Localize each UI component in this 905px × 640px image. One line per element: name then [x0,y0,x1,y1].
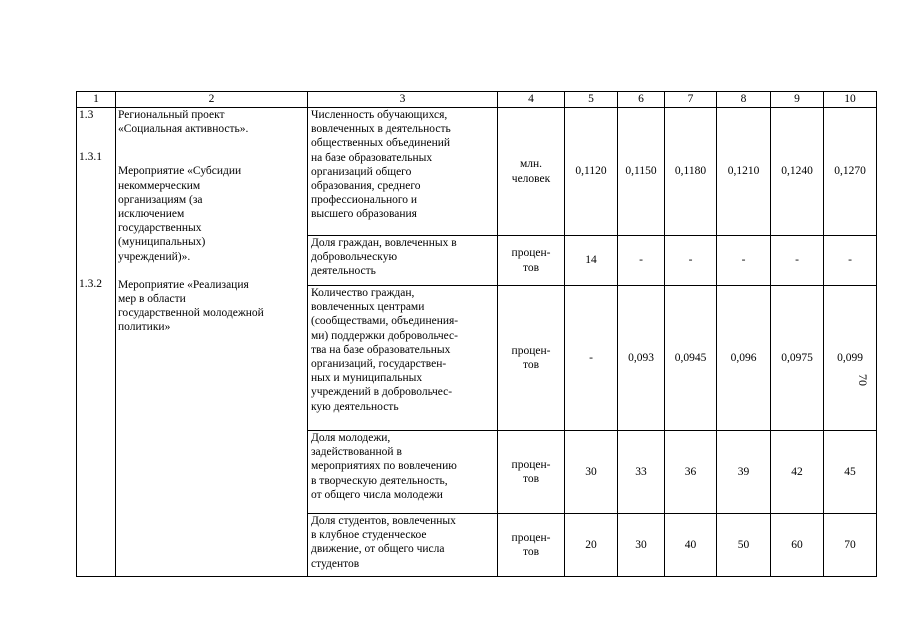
value-cell: 36 [665,431,717,514]
header-cell: 10 [824,92,877,108]
value-cell: - [824,236,877,286]
value-cell: 20 [565,514,618,577]
value-cell: - [565,286,618,431]
unit-cell: процен- тов [498,236,565,286]
header-cell: 2 [116,92,308,108]
item-number: 1.3 [79,109,94,121]
header-cell: 9 [771,92,824,108]
value-cell: 0,0945 [665,286,717,431]
measure-youth-policy: Мероприятие «Реализация мер в области государственной молодежной политики» [118,278,264,334]
indicator-description: Доля молодежи, задействованной в мероприятиях по вовлечению в творческую деятельность, от общего числа молодежи [308,431,498,514]
unit-cell: процен- тов [498,431,565,514]
page-number: 70 [856,374,870,386]
value-cell: 39 [717,431,771,514]
item-number: 1.3.2 [79,278,102,291]
value-cell: 42 [771,431,824,514]
value-cell: - [665,236,717,286]
value-cell: 0,1120 [565,108,618,236]
table-row [77,108,877,236]
value-cell: 45 [824,431,877,514]
header-cell: 5 [565,92,618,108]
indicators-table [76,91,877,577]
unit-cell: процен- тов [498,286,565,431]
value-cell: 50 [717,514,771,577]
value-cell: - [771,236,824,286]
indicator-description: Количество граждан, вовлеченных центрами (сообществами, объединения- ми) поддержки добровольчес- тва на базе образовательных организаций, государствен- ных и муниципальных учреждений в добровольчес- кую деятельность [308,286,498,431]
header-cell: 6 [618,92,665,108]
value-cell: 0,096 [717,286,771,431]
value-cell: 33 [618,431,665,514]
value-cell: 0,1180 [665,108,717,236]
item-number: 1.3.1 [79,151,102,164]
value-cell: 0,1210 [717,108,771,236]
value-cell: 30 [618,514,665,577]
header-cell: 3 [308,92,498,108]
value-cell: - [717,236,771,286]
item-number-cell [77,108,116,577]
value-cell: 40 [665,514,717,577]
indicator-description: Доля граждан, вовлеченных в добровольческую деятельность [308,236,498,286]
value-cell: 0,099 [824,286,877,431]
value-cell: 0,1270 [824,108,877,236]
value-cell: 30 [565,431,618,514]
value-cell: 0,1240 [771,108,824,236]
header-cell: 8 [717,92,771,108]
value-cell: 0,093 [618,286,665,431]
header-row [77,92,877,108]
header-cell: 7 [665,92,717,108]
value-cell: 60 [771,514,824,577]
unit-cell: процен- тов [498,514,565,577]
value-cell: 0,1150 [618,108,665,236]
header-cell: 4 [498,92,565,108]
project-cell [116,108,308,577]
unit-cell: млн. человек [498,108,565,236]
indicator-description: Доля студентов, вовлеченных в клубное студенческое движение, от общего числа студентов [308,514,498,577]
value-cell: - [618,236,665,286]
value-cell: 0,0975 [771,286,824,431]
value-cell: 14 [565,236,618,286]
indicator-description: Численность обучающихся, вовлеченных в деятельность общественных объединений на базе образовательных организаций общего образования, среднего профессионального и высшего образования [308,108,498,236]
project-title: Региональный проект «Социальная активность». [118,109,249,136]
value-cell: 70 [824,514,877,577]
measure-subsidies: Мероприятие «Субсидии некоммерческим организациям (за исключением государственных (муниципальных) учреждений)». [118,165,242,263]
header-cell: 1 [77,92,116,108]
